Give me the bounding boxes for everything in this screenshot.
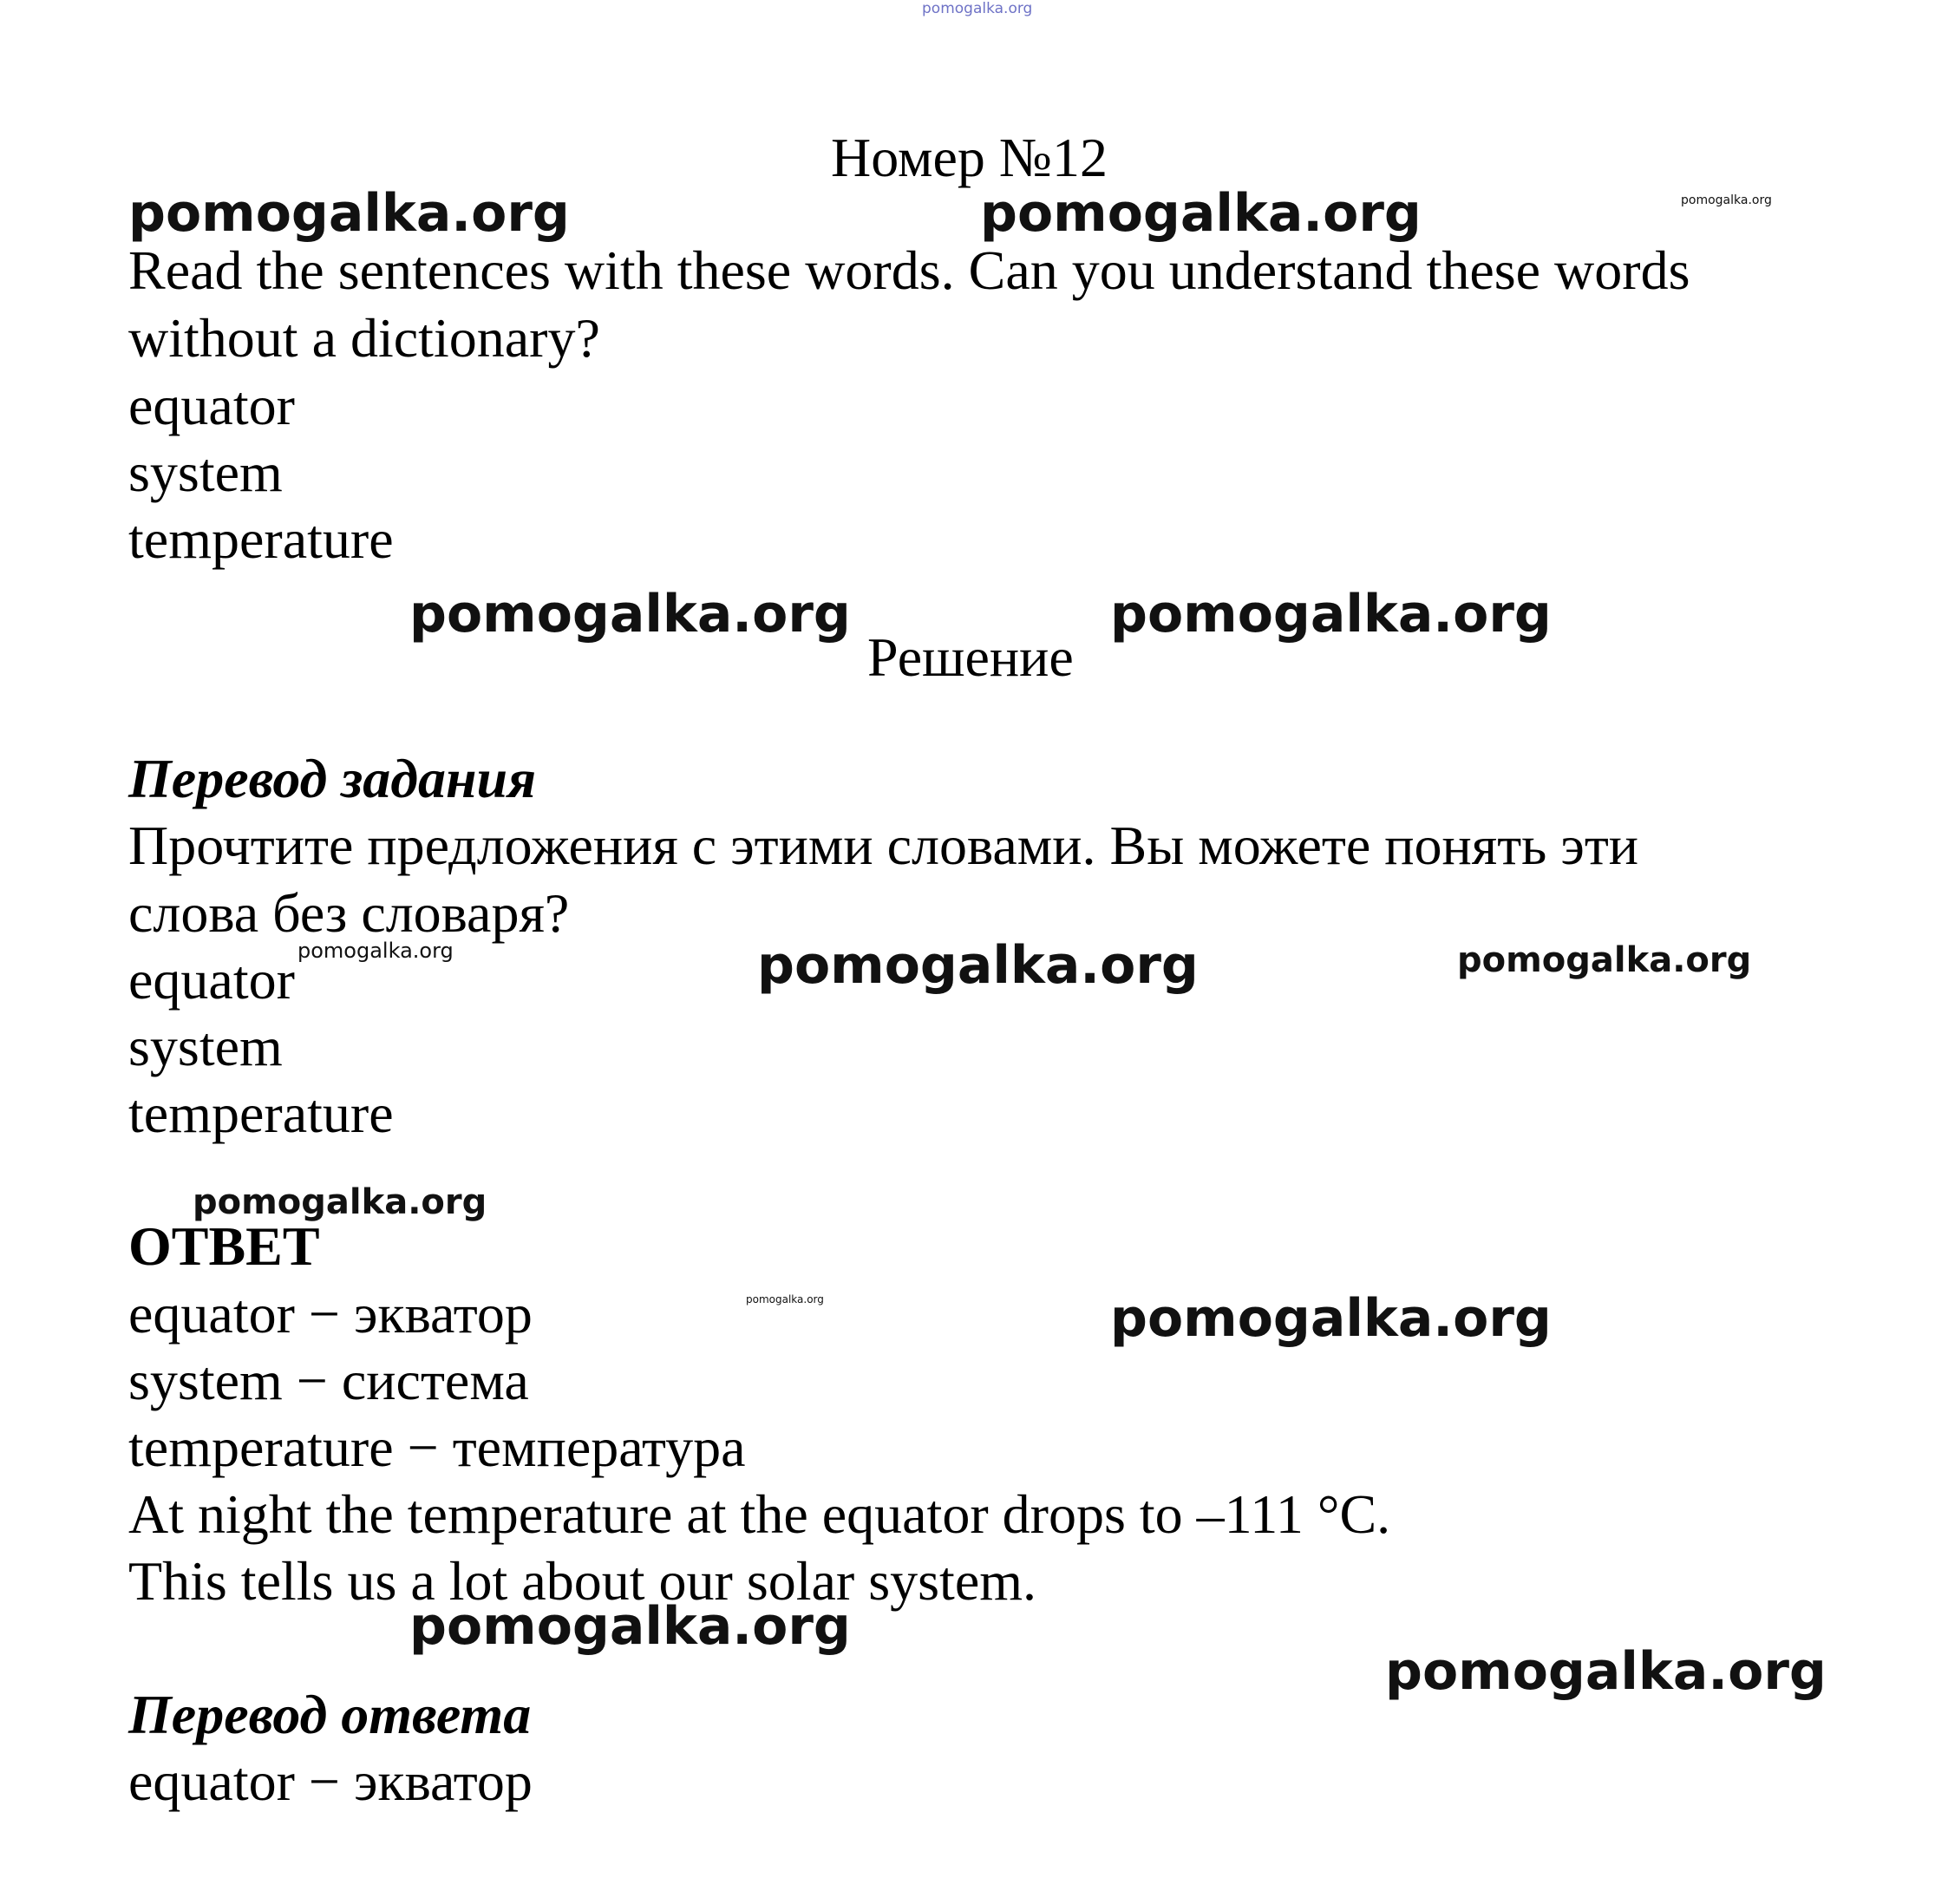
- watermark: pomogalka.org: [757, 935, 1199, 996]
- watermark: pomogalka.org: [297, 939, 454, 963]
- task-word-system: system: [128, 442, 283, 503]
- translation-task-line-2: слова без словаря?: [128, 882, 570, 944]
- task-word-temperature: temperature: [128, 508, 394, 570]
- solution-title: Решение: [867, 626, 1074, 688]
- task-word-equator: equator: [128, 375, 295, 436]
- translation-answer-pair: equator − экватор: [128, 1750, 533, 1812]
- watermark: pomogalka.org: [128, 183, 570, 244]
- answer-pair-temperature: temperature − температура: [128, 1417, 746, 1478]
- watermark: pomogalka.org: [1457, 940, 1752, 980]
- answer-pair-equator: equator − экватор: [128, 1283, 533, 1345]
- answer-sentence-2: This tells us a lot about our solar system.: [128, 1550, 1036, 1612]
- watermark: pomogalka.org: [193, 1182, 487, 1222]
- watermark: pomogalka.org: [409, 584, 851, 644]
- translation-word-system: system: [128, 1016, 283, 1077]
- answer-heading: ОТВЕТ: [128, 1215, 320, 1277]
- answer-pair-system: system − система: [128, 1350, 529, 1411]
- translation-task-line-1: Прочтите предложения с этими словами. Вы можете понять эти: [128, 815, 1639, 876]
- watermark: pomogalka.org: [1110, 1288, 1552, 1349]
- page-title: Номер №12: [831, 127, 1108, 188]
- translation-word-equator: equator: [128, 949, 295, 1011]
- instruction-line-1: Read the sentences with these words. Can you understand these words: [128, 239, 1690, 301]
- top-watermark: pomogalka.org: [922, 0, 1033, 17]
- watermark: pomogalka.org: [746, 1293, 824, 1305]
- translation-task-heading: Перевод задания: [128, 748, 537, 809]
- answer-sentence-1: At night the temperature at the equator drops to –111 °C.: [128, 1483, 1391, 1545]
- watermark: pomogalka.org: [409, 1596, 851, 1657]
- watermark: pomogalka.org: [1110, 584, 1552, 644]
- translation-answer-heading: Перевод ответа: [128, 1684, 532, 1745]
- instruction-line-2: without a dictionary?: [128, 307, 600, 369]
- watermark: pomogalka.org: [980, 183, 1422, 244]
- watermark: pomogalka.org: [1681, 193, 1772, 207]
- watermark: pomogalka.org: [1385, 1641, 1827, 1702]
- translation-word-temperature: temperature: [128, 1083, 394, 1144]
